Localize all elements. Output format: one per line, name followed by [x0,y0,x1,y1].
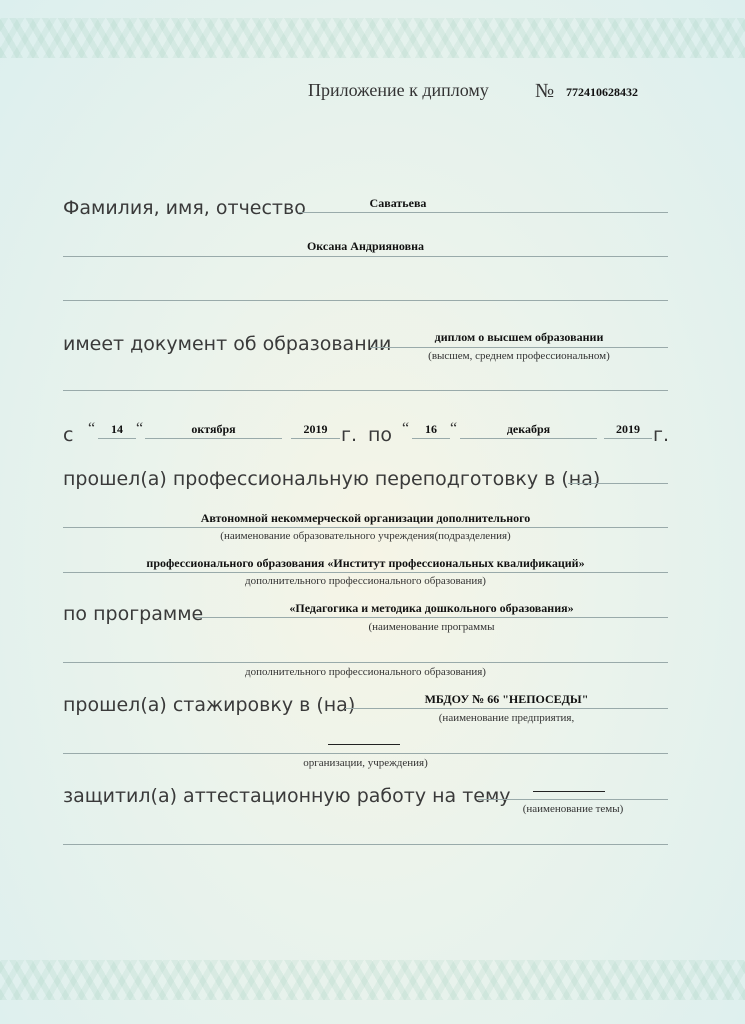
institution-hint-2: дополнительного профессионального образования) [245,575,486,587]
program-underline-2 [63,662,668,663]
dash-mark [533,791,605,792]
thesis-hint: (наименование темы) [522,803,624,815]
institution-line-2: профессионального образования «Институт профессиональных квалификаций» [146,556,585,570]
to-year-underline [604,438,652,439]
program-hint-1: (наименование программы [368,621,495,633]
fio-label: Фамилия, имя, отчество [63,197,306,219]
name-underline [63,256,668,257]
from-month-underline [145,438,282,439]
to-month-underline [460,438,597,439]
to-day-underline [412,438,450,439]
number-sign: № [535,80,555,102]
internship-value: МБДОУ № 66 "НЕПОСЕДЫ" [424,692,589,706]
internship-underline-2 [63,753,668,754]
internship-hint-1: (наименование предприятия, [438,712,575,724]
internship-underline [345,708,668,709]
decorative-bottom-band [0,960,745,1000]
retraining-underline [568,483,668,484]
decorative-top-band [0,18,745,58]
dash-mark [328,744,400,745]
blank-line [63,844,668,845]
blank-line [63,390,668,391]
program-label: по программе [63,603,204,625]
period-from-prefix: с [63,424,74,446]
diploma-number: 772410628432 [566,85,638,99]
document-title: Приложение к диплому [308,80,489,100]
retraining-label: прошел(а) профессиональную переподготовку в (на) [63,468,601,490]
blank-line [63,300,668,301]
period-to-prefix: по [368,424,393,446]
internship-label: прошел(а) стажировку в (на) [63,694,356,716]
from-year-underline [291,438,340,439]
from-year-value: 2019 [303,422,328,436]
from-day-value: 14 [111,422,123,436]
fio-underline [298,212,668,213]
institution-underline-2 [63,572,668,573]
education-doc-underline [370,347,668,348]
education-doc-hint: (высшем, среднем профессиональном) [428,350,610,362]
surname-value: Саватьева [369,196,427,210]
name-patronymic-value: Оксана Андрияновна [306,239,425,253]
from-day-underline [98,438,136,439]
from-month-value: октября [191,422,236,436]
program-hint-2: дополнительного профессионального образования) [245,666,486,678]
education-doc-value: диплом о высшем образовании [434,330,604,344]
institution-line-1: Автономной некоммерческой организации дополнительного [200,511,531,525]
quote-open: “ [88,420,96,437]
to-month-value: декабря [506,422,551,436]
education-doc-label: имеет документ об образовании [63,333,392,355]
to-year-value: 2019 [616,422,640,436]
program-underline [195,617,668,618]
internship-hint-2: организации, учреждения) [303,757,428,769]
thesis-underline [478,799,668,800]
thesis-label: защитил(а) аттестационную работу на тему [63,785,511,807]
to-day-value: 16 [425,422,437,436]
quote-close: “ [136,420,144,437]
institution-hint-1: (наименование образовательного учреждения(подразделения) [220,530,511,542]
to-year-suffix: г. [653,424,670,446]
quote-open: “ [402,420,410,437]
institution-underline-1 [63,527,668,528]
quote-close: “ [450,420,458,437]
from-year-suffix: г. [341,424,358,446]
program-value: «Педагогика и методика дошкольного образования» [289,601,574,615]
